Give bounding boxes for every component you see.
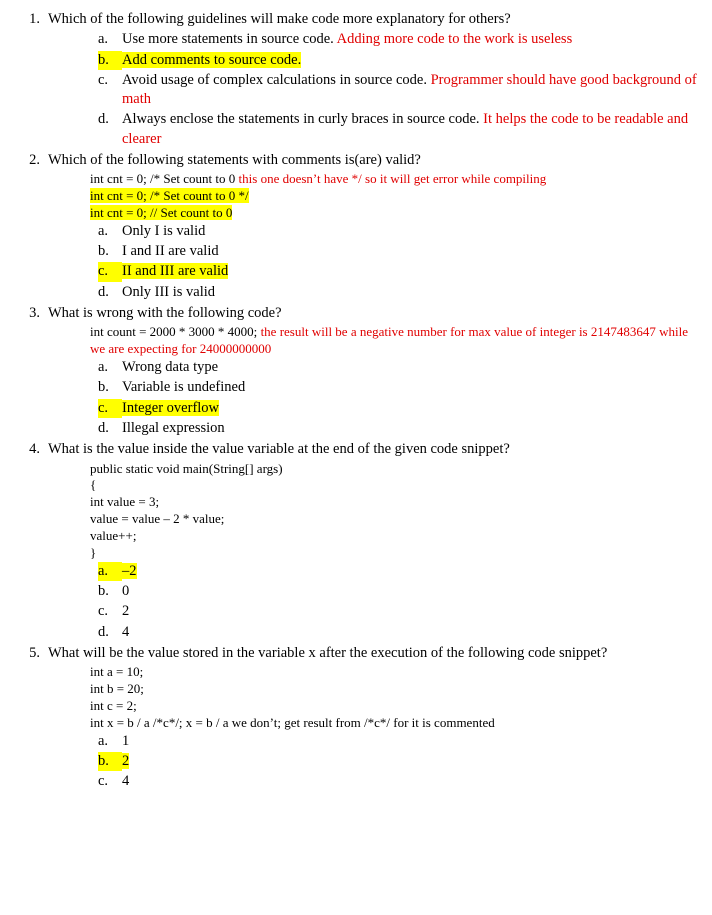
question-block: [14, 304, 698, 439]
code-annotation: the result will be a negative number for max value of integer is 2147483647 while we are expecting for 24000000000: [90, 324, 689, 357]
option-letter: a.: [98, 732, 109, 749]
option-text: II and III are valid: [122, 263, 229, 280]
option-row: [98, 242, 698, 261]
option-row: [98, 262, 698, 281]
option-text: 0: [122, 583, 130, 600]
option-letter: b.: [98, 51, 122, 70]
option-letter: d.: [98, 283, 109, 300]
option-row: [98, 110, 698, 149]
code-line: [90, 715, 698, 732]
question-block: [14, 10, 698, 150]
option-text-wrap: [122, 222, 698, 241]
code-annotation: this one doesn’t have */ so it will get error while compiling: [238, 171, 547, 187]
code-line: [90, 511, 698, 528]
option-row: [98, 283, 698, 302]
option-text-wrap: [122, 419, 698, 438]
option-text-wrap: [122, 51, 698, 70]
option-text-wrap: [122, 71, 698, 110]
option-text-wrap: [122, 283, 698, 302]
code-text: int count = 2000 * 3000 * 4000;: [90, 324, 261, 340]
option-row: [98, 562, 698, 581]
code-text: int x = b / a /*c*/; x = b / a we don’t; get result from /*c*/ for it is commented: [90, 714, 495, 730]
question-body: [48, 10, 698, 150]
option-letter: c.: [98, 399, 122, 418]
option-text: 1: [122, 732, 130, 749]
option-text-wrap: [122, 242, 698, 261]
option-row: [98, 732, 698, 751]
question-text: Which of the following statements with comments is(are) valid?: [48, 151, 421, 168]
option-row: [98, 222, 698, 241]
code-text: int value = 3;: [90, 494, 160, 510]
code-text: int cnt = 0; /* Set count to 0: [90, 171, 239, 187]
option-letter: b.: [98, 752, 122, 771]
code-line: [90, 188, 698, 205]
option-text-wrap: [122, 30, 698, 49]
option-letter: a.: [98, 222, 109, 239]
question-number: 2.: [29, 151, 40, 168]
option-letter: b.: [98, 379, 109, 396]
option-text-wrap: [122, 582, 698, 601]
option-row: [98, 752, 698, 771]
question-number: 5.: [29, 644, 40, 661]
code-line: [90, 528, 698, 545]
option-text: 2: [122, 603, 130, 620]
option-letter: b.: [98, 243, 109, 260]
option-text-wrap: [122, 602, 698, 621]
option-text: Add comments to source code.: [122, 51, 302, 68]
option-row: [98, 358, 698, 377]
option-text-wrap: [122, 358, 698, 377]
code-text: value = value – 2 * value;: [90, 511, 225, 527]
option-text: Illegal expression: [122, 419, 225, 436]
option-row: [98, 71, 698, 110]
option-text-wrap: [122, 562, 698, 581]
code-line: [90, 324, 698, 358]
option-text: Only III is valid: [122, 283, 216, 300]
option-row: [98, 602, 698, 621]
option-letter: a.: [98, 31, 109, 48]
code-text: public static void main(String[] args): [90, 460, 283, 476]
option-row: [98, 623, 698, 642]
option-letter: d.: [98, 623, 109, 640]
code-text: int cnt = 0; // Set count to 0: [90, 205, 233, 221]
question-list: [14, 10, 698, 793]
code-text: int a = 10;: [90, 664, 144, 680]
option-text-wrap: [122, 262, 698, 281]
question-body: [48, 644, 698, 793]
question-body: [48, 304, 698, 439]
option-text: 2: [122, 753, 130, 770]
question-body: [48, 440, 698, 643]
option-letter: b.: [98, 583, 109, 600]
question-text: What is the value inside the value variable at the end of the given code snippet?: [48, 441, 510, 458]
option-text: 4: [122, 623, 130, 640]
code-line: [90, 545, 698, 562]
code-line: [90, 477, 698, 494]
option-text: 4: [122, 773, 130, 790]
option-text: Avoid usage of complex calculations in source code.: [122, 71, 427, 88]
question-text: Which of the following guidelines will make code more explanatory for others?: [48, 11, 511, 27]
option-letter: d.: [98, 419, 109, 436]
option-letter: d.: [98, 111, 109, 128]
code-text: {: [90, 477, 97, 493]
option-text-wrap: [122, 732, 698, 751]
option-row: [98, 582, 698, 601]
option-annotation: It helps the code to be readable and clearer: [122, 111, 689, 147]
question-block: [14, 440, 698, 643]
code-line: [90, 205, 698, 222]
code-line: [90, 494, 698, 511]
option-text: Only I is valid: [122, 222, 206, 239]
code-line: [90, 461, 698, 478]
option-letter: c.: [98, 71, 109, 88]
option-text: Wrong data type: [122, 359, 219, 376]
question-number: 3.: [29, 305, 40, 322]
option-text: –2: [122, 562, 137, 579]
option-text-wrap: [122, 399, 698, 418]
option-text: Variable is undefined: [122, 379, 246, 396]
option-text-wrap: [122, 110, 698, 149]
option-text-wrap: [122, 378, 698, 397]
question-block: [14, 151, 698, 303]
question-number: 1.: [29, 11, 40, 27]
option-text: Integer overflow: [122, 399, 220, 416]
option-row: [98, 378, 698, 397]
option-letter: c.: [98, 773, 109, 790]
option-row: [98, 419, 698, 438]
code-line: [90, 171, 698, 188]
option-row: [98, 772, 698, 791]
option-text-wrap: [122, 623, 698, 642]
code-text: int b = 20;: [90, 681, 144, 697]
code-text: int c = 2;: [90, 698, 137, 714]
option-letter: c.: [98, 262, 122, 281]
option-text-wrap: [122, 772, 698, 791]
option-row: [98, 399, 698, 418]
question-number: 4.: [29, 441, 40, 458]
option-annotation: Adding more code to the work is useless: [336, 31, 573, 48]
option-text: Use more statements in source code.: [122, 31, 334, 48]
option-text-wrap: [122, 752, 698, 771]
option-row: [98, 51, 698, 70]
option-row: [98, 30, 698, 49]
code-text: }: [90, 544, 97, 560]
question-block: [14, 644, 698, 793]
option-text: Always enclose the statements in curly braces in source code.: [122, 111, 480, 128]
code-text: value++;: [90, 528, 137, 544]
option-letter: a.: [98, 359, 109, 376]
question-text: What is wrong with the following code?: [48, 305, 282, 322]
option-letter: c.: [98, 603, 109, 620]
code-line: [90, 698, 698, 715]
code-line: [90, 664, 698, 681]
option-letter: a.: [98, 562, 122, 581]
question-body: [48, 151, 698, 303]
code-line: [90, 681, 698, 698]
option-annotation: Programmer should have good background of math: [122, 71, 697, 108]
code-text: int cnt = 0; /* Set count to 0 */: [90, 188, 249, 204]
question-text: What will be the value stored in the variable x after the execution of the following code snippet?: [48, 644, 608, 661]
option-text: I and II are valid: [122, 243, 219, 260]
